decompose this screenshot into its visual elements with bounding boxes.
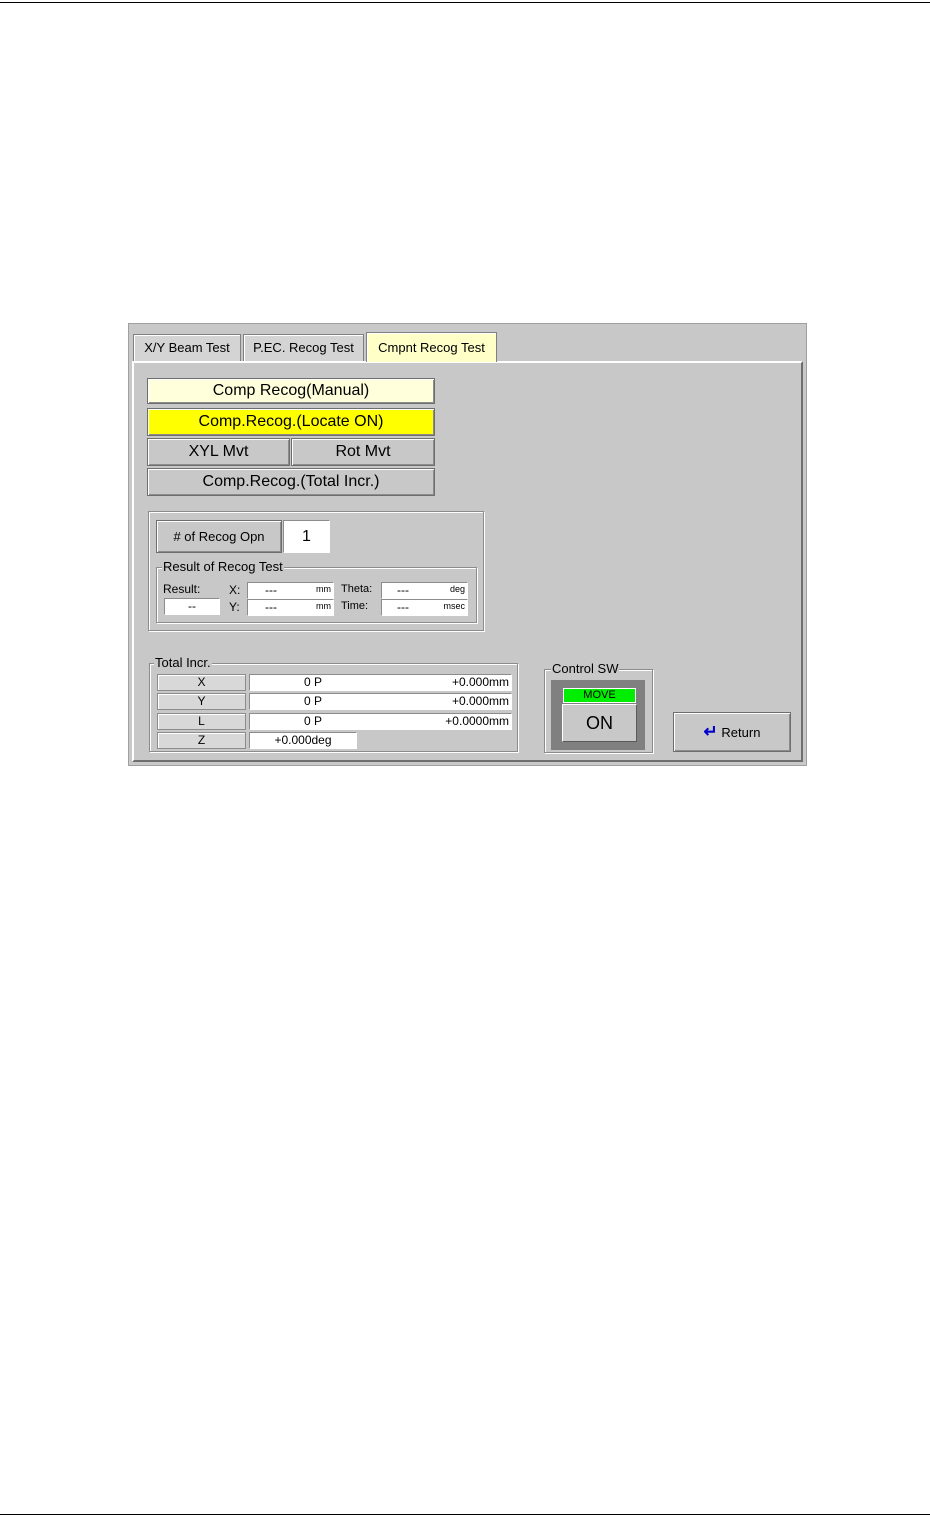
move-badge: MOVE (563, 688, 636, 703)
num-recog-opn-button[interactable]: # of Recog Opn (156, 520, 282, 553)
result-of-recog-test-title: Result of Recog Test (163, 559, 283, 574)
total-incr-group (149, 655, 518, 752)
total-incr-title: Total Incr. (155, 655, 211, 670)
axis-x-label: X (157, 674, 246, 691)
result-label: Result: (163, 582, 201, 596)
y-unit: mm (316, 601, 331, 611)
axis-l-label: L (157, 713, 246, 730)
control-sw-on-button[interactable]: ON (562, 704, 637, 742)
y-value: --- (265, 600, 277, 614)
axis-z-readout: +0.000deg (249, 732, 357, 749)
y-value-field (247, 599, 334, 616)
control-sw-frame (551, 680, 645, 750)
axis-l-value: +0.0000mm (445, 714, 509, 728)
return-icon: ↵ (703, 722, 718, 741)
return-button[interactable] (673, 712, 791, 752)
return-label: Return (721, 725, 761, 740)
axis-y-pulse: 0 P (304, 694, 323, 708)
recog-opn-count-field[interactable]: 1 (283, 520, 330, 553)
theta-value: --- (397, 583, 409, 597)
theta-value-field (381, 582, 468, 599)
rot-mvt-button[interactable]: Rot Mvt (291, 438, 435, 466)
result-of-recog-test-group (156, 559, 477, 623)
axis-y-readout (249, 693, 512, 710)
bottom-rule (0, 1514, 930, 1515)
axis-l-pulse: 0 P (304, 714, 323, 728)
control-sw-group (544, 661, 653, 753)
recog-opn-group (148, 511, 484, 631)
xyl-mvt-button[interactable]: XYL Mvt (147, 438, 290, 466)
x-unit: mm (316, 584, 331, 594)
tab-xy-beam-test[interactable]: X/Y Beam Test (133, 334, 241, 361)
top-rule (0, 2, 930, 3)
tab-cmpnt-recog-test[interactable]: Cmpnt Recog Test (366, 332, 497, 362)
axis-y-label: Y (157, 693, 246, 710)
control-sw-title: Control SW (552, 661, 619, 676)
comp-recog-total-incr-button[interactable]: Comp.Recog.(Total Incr.) (147, 468, 435, 496)
axis-x-pulse: 0 P (304, 675, 323, 689)
theta-label: Theta: (341, 583, 373, 595)
tab-pec-recog-test[interactable]: P.EC. Recog Test (243, 334, 364, 361)
axis-x-value: +0.000mm (451, 675, 509, 689)
x-value: --- (265, 583, 277, 597)
time-label: Time: (341, 600, 369, 612)
time-value: --- (397, 600, 409, 614)
tab-panel (132, 361, 803, 762)
x-value-field (247, 582, 334, 599)
x-label: X: (229, 583, 241, 597)
time-value-field (381, 599, 468, 616)
comp-recog-manual-button[interactable]: Comp Recog(Manual) (147, 378, 435, 404)
axis-z-label: Z (157, 732, 246, 749)
axis-y-value: +0.000mm (451, 694, 509, 708)
result-value-field: -- (164, 598, 220, 615)
axis-l-readout (249, 713, 512, 730)
axis-x-readout (249, 674, 512, 691)
y-label: Y: (229, 600, 240, 614)
recog-test-window (128, 323, 807, 766)
time-unit: msec (443, 601, 465, 611)
comp-recog-locate-on-button[interactable]: Comp.Recog.(Locate ON) (147, 408, 435, 436)
theta-unit: deg (449, 584, 465, 594)
